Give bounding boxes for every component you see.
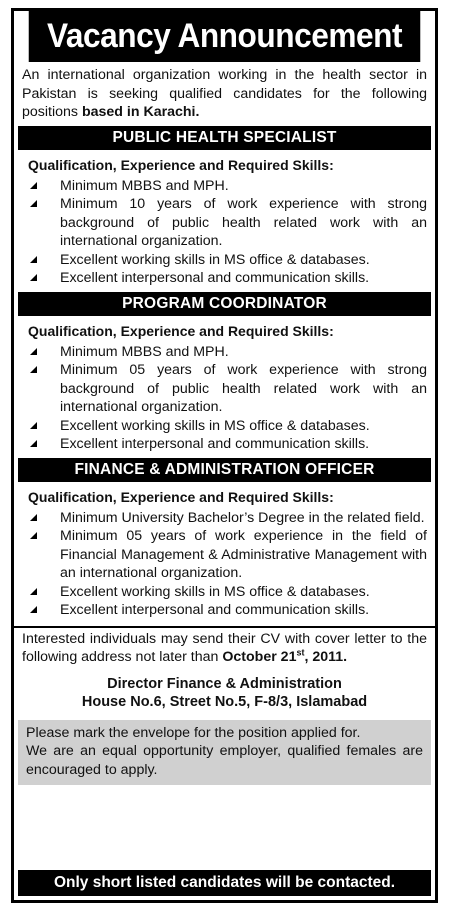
list-item — [28, 251, 427, 270]
envelope-note — [18, 720, 431, 786]
note-line-1: Please mark the envelope for the position applied for. — [26, 724, 361, 741]
list-item — [28, 195, 427, 251]
deadline: October 21st, 2011. — [222, 647, 348, 665]
intro-text: An international organization working in the health sector in Pakistan is seeking qualified candidates for the following positions — [22, 67, 427, 120]
note-line-2: We are an equal opportunity employer, qualified females are encouraged to apply. — [26, 743, 423, 778]
requirements-list — [14, 177, 435, 288]
bullet-triangle-icon — [30, 200, 37, 207]
announcement-frame — [11, 8, 438, 903]
qualification-heading: Qualification, Experience and Required Skills: — [28, 156, 334, 173]
requirements-list — [14, 343, 435, 454]
announcement-title: Vacancy Announcement — [29, 11, 421, 62]
list-item — [28, 601, 427, 620]
bullet-triangle-icon — [30, 532, 37, 539]
requirement-text: Excellent interpersonal and communication skills. — [60, 270, 370, 286]
intro-paragraph — [14, 62, 435, 122]
address-line-2: House No.6, Street No.5, F-8/3, Islamabad — [81, 694, 368, 710]
requirements-list — [14, 509, 435, 620]
list-item — [28, 509, 427, 528]
list-item — [28, 361, 427, 417]
bullet-triangle-icon — [30, 274, 37, 281]
bullet-triangle-icon — [30, 256, 37, 263]
requirement-text: Excellent working skills in MS office & databases. — [60, 251, 370, 268]
bullet-triangle-icon — [30, 366, 37, 373]
requirement-text: Minimum 10 years of work experience with strong background of public health related work with an international organization. — [60, 196, 427, 249]
requirement-text: Excellent interpersonal and communication skills. — [60, 436, 370, 452]
bullet-triangle-icon — [30, 422, 37, 429]
address-line-1: Director Finance & Administration — [107, 675, 342, 692]
mailing-address — [14, 667, 435, 712]
position-title: FINANCE & ADMINISTRATION OFFICER — [18, 458, 431, 482]
requirement-text: Minimum 05 years of work experience in the field of Financial Management & Administrative Management with an international organization. — [60, 528, 427, 581]
list-item — [28, 177, 427, 196]
application-instructions — [14, 628, 435, 667]
bullet-triangle-icon — [30, 588, 37, 595]
requirement-text: Minimum MBBS and MPH. — [60, 343, 229, 360]
apply-text: Interested individuals may send their CV with cover letter to the following address not later than — [22, 630, 427, 665]
list-item — [28, 527, 427, 583]
requirement-text: Excellent interpersonal and communication skills. — [60, 602, 370, 618]
position-title: PROGRAM COORDINATOR — [18, 292, 431, 316]
requirement-text: Excellent working skills in MS office & databases. — [60, 583, 370, 600]
requirement-text: Minimum MBBS and MPH. — [60, 177, 229, 194]
list-item — [28, 583, 427, 602]
footer-notice: Only short listed candidates will be contacted. — [18, 870, 431, 896]
bullet-triangle-icon — [30, 606, 37, 613]
requirement-text: Minimum University Bachelor’s Degree in the related field. — [60, 509, 425, 526]
requirement-text: Excellent working skills in MS office & databases. — [60, 417, 370, 434]
qualification-heading: Qualification, Experience and Required Skills: — [28, 488, 334, 505]
list-item — [28, 343, 427, 362]
bullet-triangle-icon — [30, 440, 37, 447]
position-title: PUBLIC HEALTH SPECIALIST — [18, 126, 431, 150]
qualification-heading: Qualification, Experience and Required Skills: — [28, 322, 334, 339]
bullet-triangle-icon — [30, 182, 37, 189]
list-item — [28, 417, 427, 436]
bullet-triangle-icon — [30, 348, 37, 355]
list-item — [28, 435, 427, 454]
bullet-triangle-icon — [30, 514, 37, 521]
requirement-text: Minimum 05 years of work experience with strong background of public health related work with an international organization. — [60, 362, 427, 415]
list-item — [28, 269, 427, 288]
intro-location: based in Karachi. — [81, 104, 200, 120]
